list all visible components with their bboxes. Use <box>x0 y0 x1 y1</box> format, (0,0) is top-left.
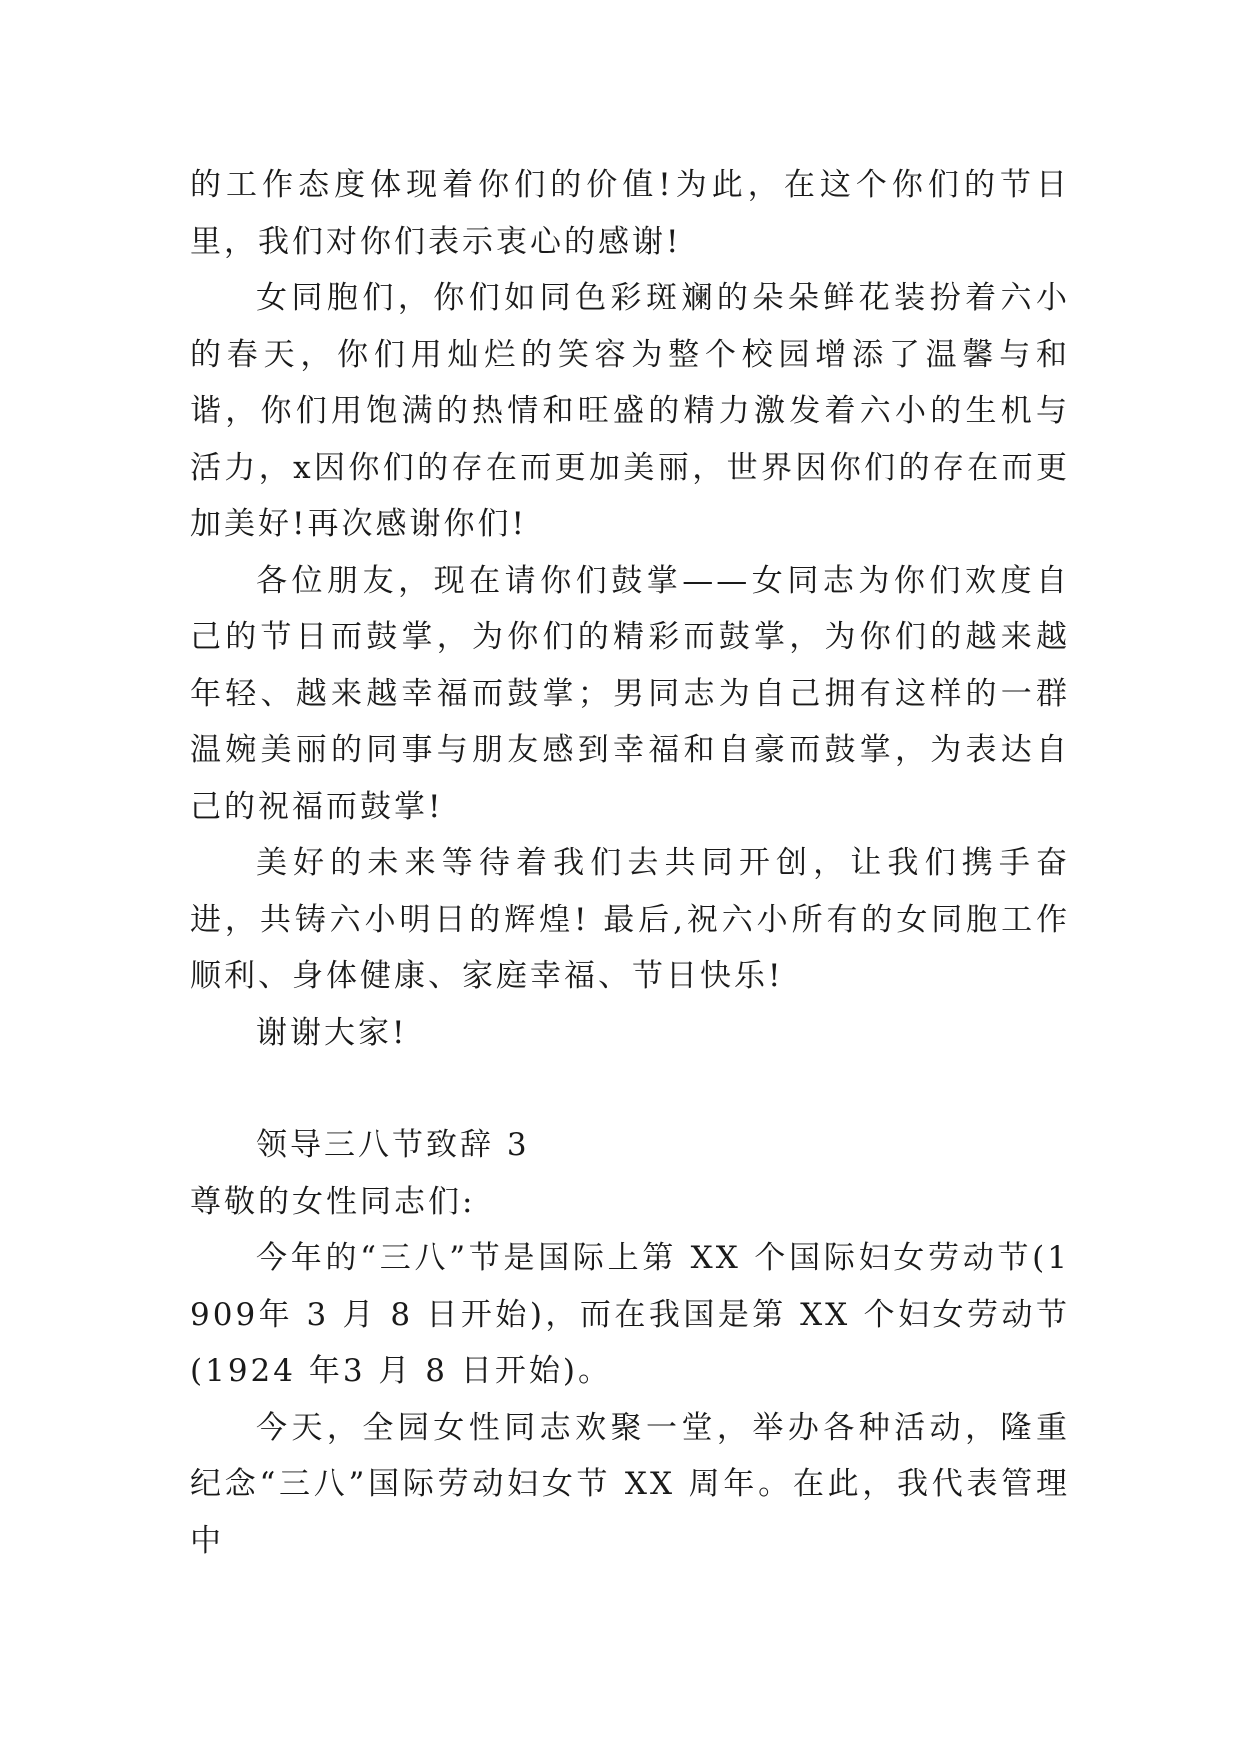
paragraph-applause: 各位朋友，现在请你们鼓掌——女同志为你们欢度自己的节日而鼓掌，为你们的精彩而鼓掌，为你们的越来越年轻、越来越幸福而鼓掌；男同志为自己拥有这样的一群温婉美丽的同事与朋友感到幸福和自豪而鼓掌，为表达自己的祝福而鼓掌! <box>190 562 1070 825</box>
paragraph-continuation: 的工作态度体现着你们的价值!为此，在这个你们的节日里，我们对你们表示衷心的感谢! <box>190 167 1070 260</box>
paragraph-womens-day-history: 今年的“三八”节是国际上第 XX 个国际妇女劳动节(1909年 3 月 8 日开始)，而在我国是第 XX 个妇女劳动节(1924 年3 月 8 日开始)。 <box>190 1240 1070 1389</box>
paragraph-thanks: 谢谢大家! <box>256 1014 408 1051</box>
paragraph-celebration: 今天，全园女性同志欢聚一堂，举办各种活动，隆重纪念“三八”国际劳动妇女节 XX 周年。在此，我代表管理中 <box>190 1409 1070 1559</box>
salutation: 尊敬的女性同志们: <box>190 1183 476 1220</box>
section-gap <box>190 1061 1070 1117</box>
document-body <box>190 157 1070 1569</box>
section-title: 领导三八节致辞 3 <box>256 1127 530 1163</box>
paragraph-female-colleagues: 女同胞们，你们如同色彩斑斓的朵朵鲜花装扮着六小的春天，你们用灿烂的笑容为整个校园增添了温馨与和谐，你们用饱满的热情和旺盛的精力激发着六小的生机与活力，x因你们的存在而更加美丽，世界因你们的存在而更加美好!再次感谢你们! <box>190 280 1070 542</box>
paragraph-future: 美好的未来等待着我们去共同开创，让我们携手奋进，共铸六小明日的辉煌! 最后,祝六小所有的女同胞工作顺利、身体健康、家庭幸福、节日快乐! <box>190 845 1070 994</box>
